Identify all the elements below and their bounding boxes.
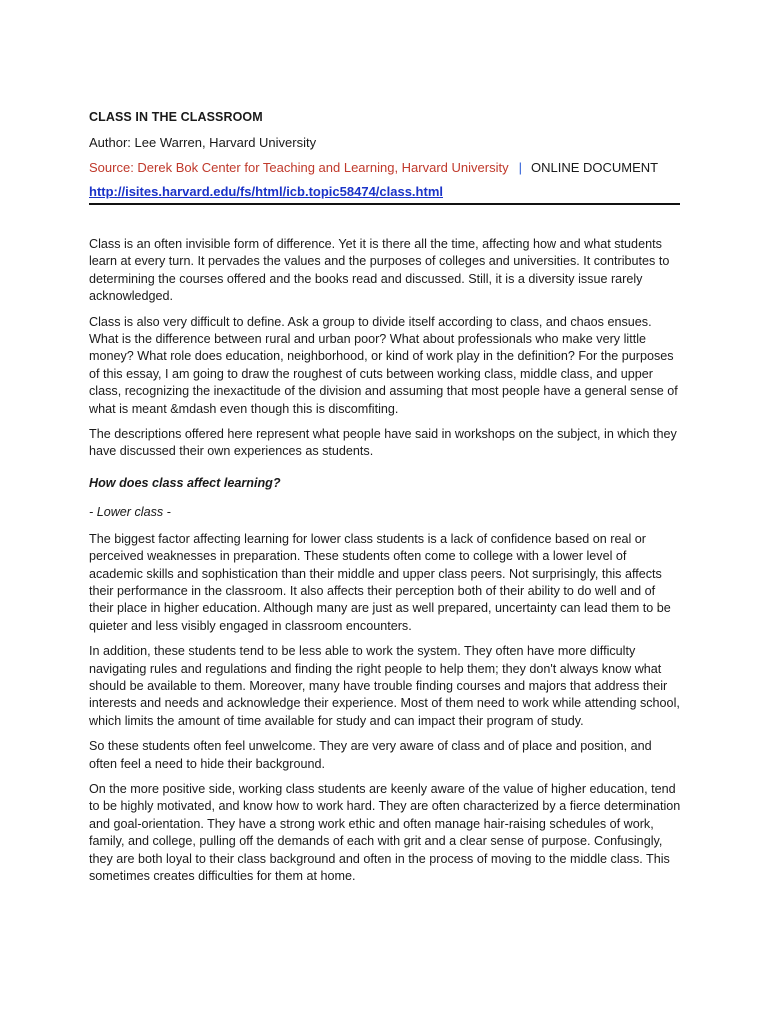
- source-url-link[interactable]: http://isites.harvard.edu/fs/html/icb.topic58474/class.html: [89, 184, 443, 199]
- source-line: [89, 159, 658, 176]
- paragraph-positive: On the more positive side, working class students are keenly aware of the value of higher education, tend to be highly motivated, and know how to work hard. They are often characterized by a fierce determination and goal-orientation. They have a strong work ethic and often manage hair-raising schedules of work, family, and college, pulling off the demands of each with grit and a clear sense of purpose. Confusingly, they are both loyal to their class background and often in the process of moving to the middle class. This sometimes creates difficulties for them at home.: [89, 781, 681, 883]
- paragraph-intro: Class is an often invisible form of difference. Yet it is there all the time, affecting how and what students learn at every turn. It pervades the values and the purposes of colleges and universities. It contributes to determining the courses offered and the books read and discussed. Still, it is a diversity issue rarely acknowledged.: [89, 237, 670, 304]
- document-type-label: ONLINE DOCUMENT: [530, 160, 659, 175]
- paragraph-confidence: The biggest factor affecting learning for lower class students is a lack of confidence based on real or perceived weaknesses in preparation. These students often come to college with a lower level of academic skills and sophistication than their middle and upper class peers. Not surprisingly, this affects their performance in the classroom. It also affects their perception both of their ability to do well and of their place in higher education. Although many are just as well prepared, uncertainty can lead them to be quieter and less visibly engaged in classroom encounters.: [89, 531, 671, 633]
- section-question-heading: How does class affect learning?: [89, 475, 281, 490]
- paragraph-unwelcome: So these students often feel unwelcome. They are very aware of class and of place and position, and often feel a need to hide their background.: [89, 739, 652, 771]
- paragraph-system: In addition, these students tend to be less able to work the system. They often have more difficulty navigating rules and regulations and finding the right people to help them; they don't always know what should be available to them. Moreover, many have trouble finding courses and majors that address their interests and needs and acknowledge their experience. Most of them need to work while attending school, which limits the amount of time available for study and can impact their program of study.: [89, 644, 680, 728]
- paragraph-definition: Class is also very difficult to define. Ask a group to divide itself according to class, and chaos ensues. What is the difference between rural and urban poor? What about professionals who make very little money? What role does education, neighborhood, or kind of work play in the definition? For the purposes of this essay, I am going to draw the roughest of cuts between working class, middle class, and upper class, recognizing the inexactitude of the division and assuming that most people have a general sense of what is meant &mdash even though this is discomfiting.: [89, 314, 678, 416]
- paragraph-descriptions: The descriptions offered here represent what people have said in workshops on the subject, in which they have discussed their own experiences as students.: [89, 427, 677, 459]
- document-body: [89, 236, 681, 893]
- url-line: [89, 183, 443, 200]
- author-line: Author: Lee Warren, Harvard University: [89, 135, 317, 150]
- document-title: CLASS IN THE CLASSROOM: [89, 110, 263, 124]
- source-separator: |: [518, 160, 522, 175]
- header-divider: [89, 203, 680, 205]
- document-page: [89, 0, 681, 1024]
- section-subheading-lower-class: - Lower class -: [89, 505, 171, 520]
- source-text: Source: Derek Bok Center for Teaching and Learning, Harvard University: [89, 160, 509, 175]
